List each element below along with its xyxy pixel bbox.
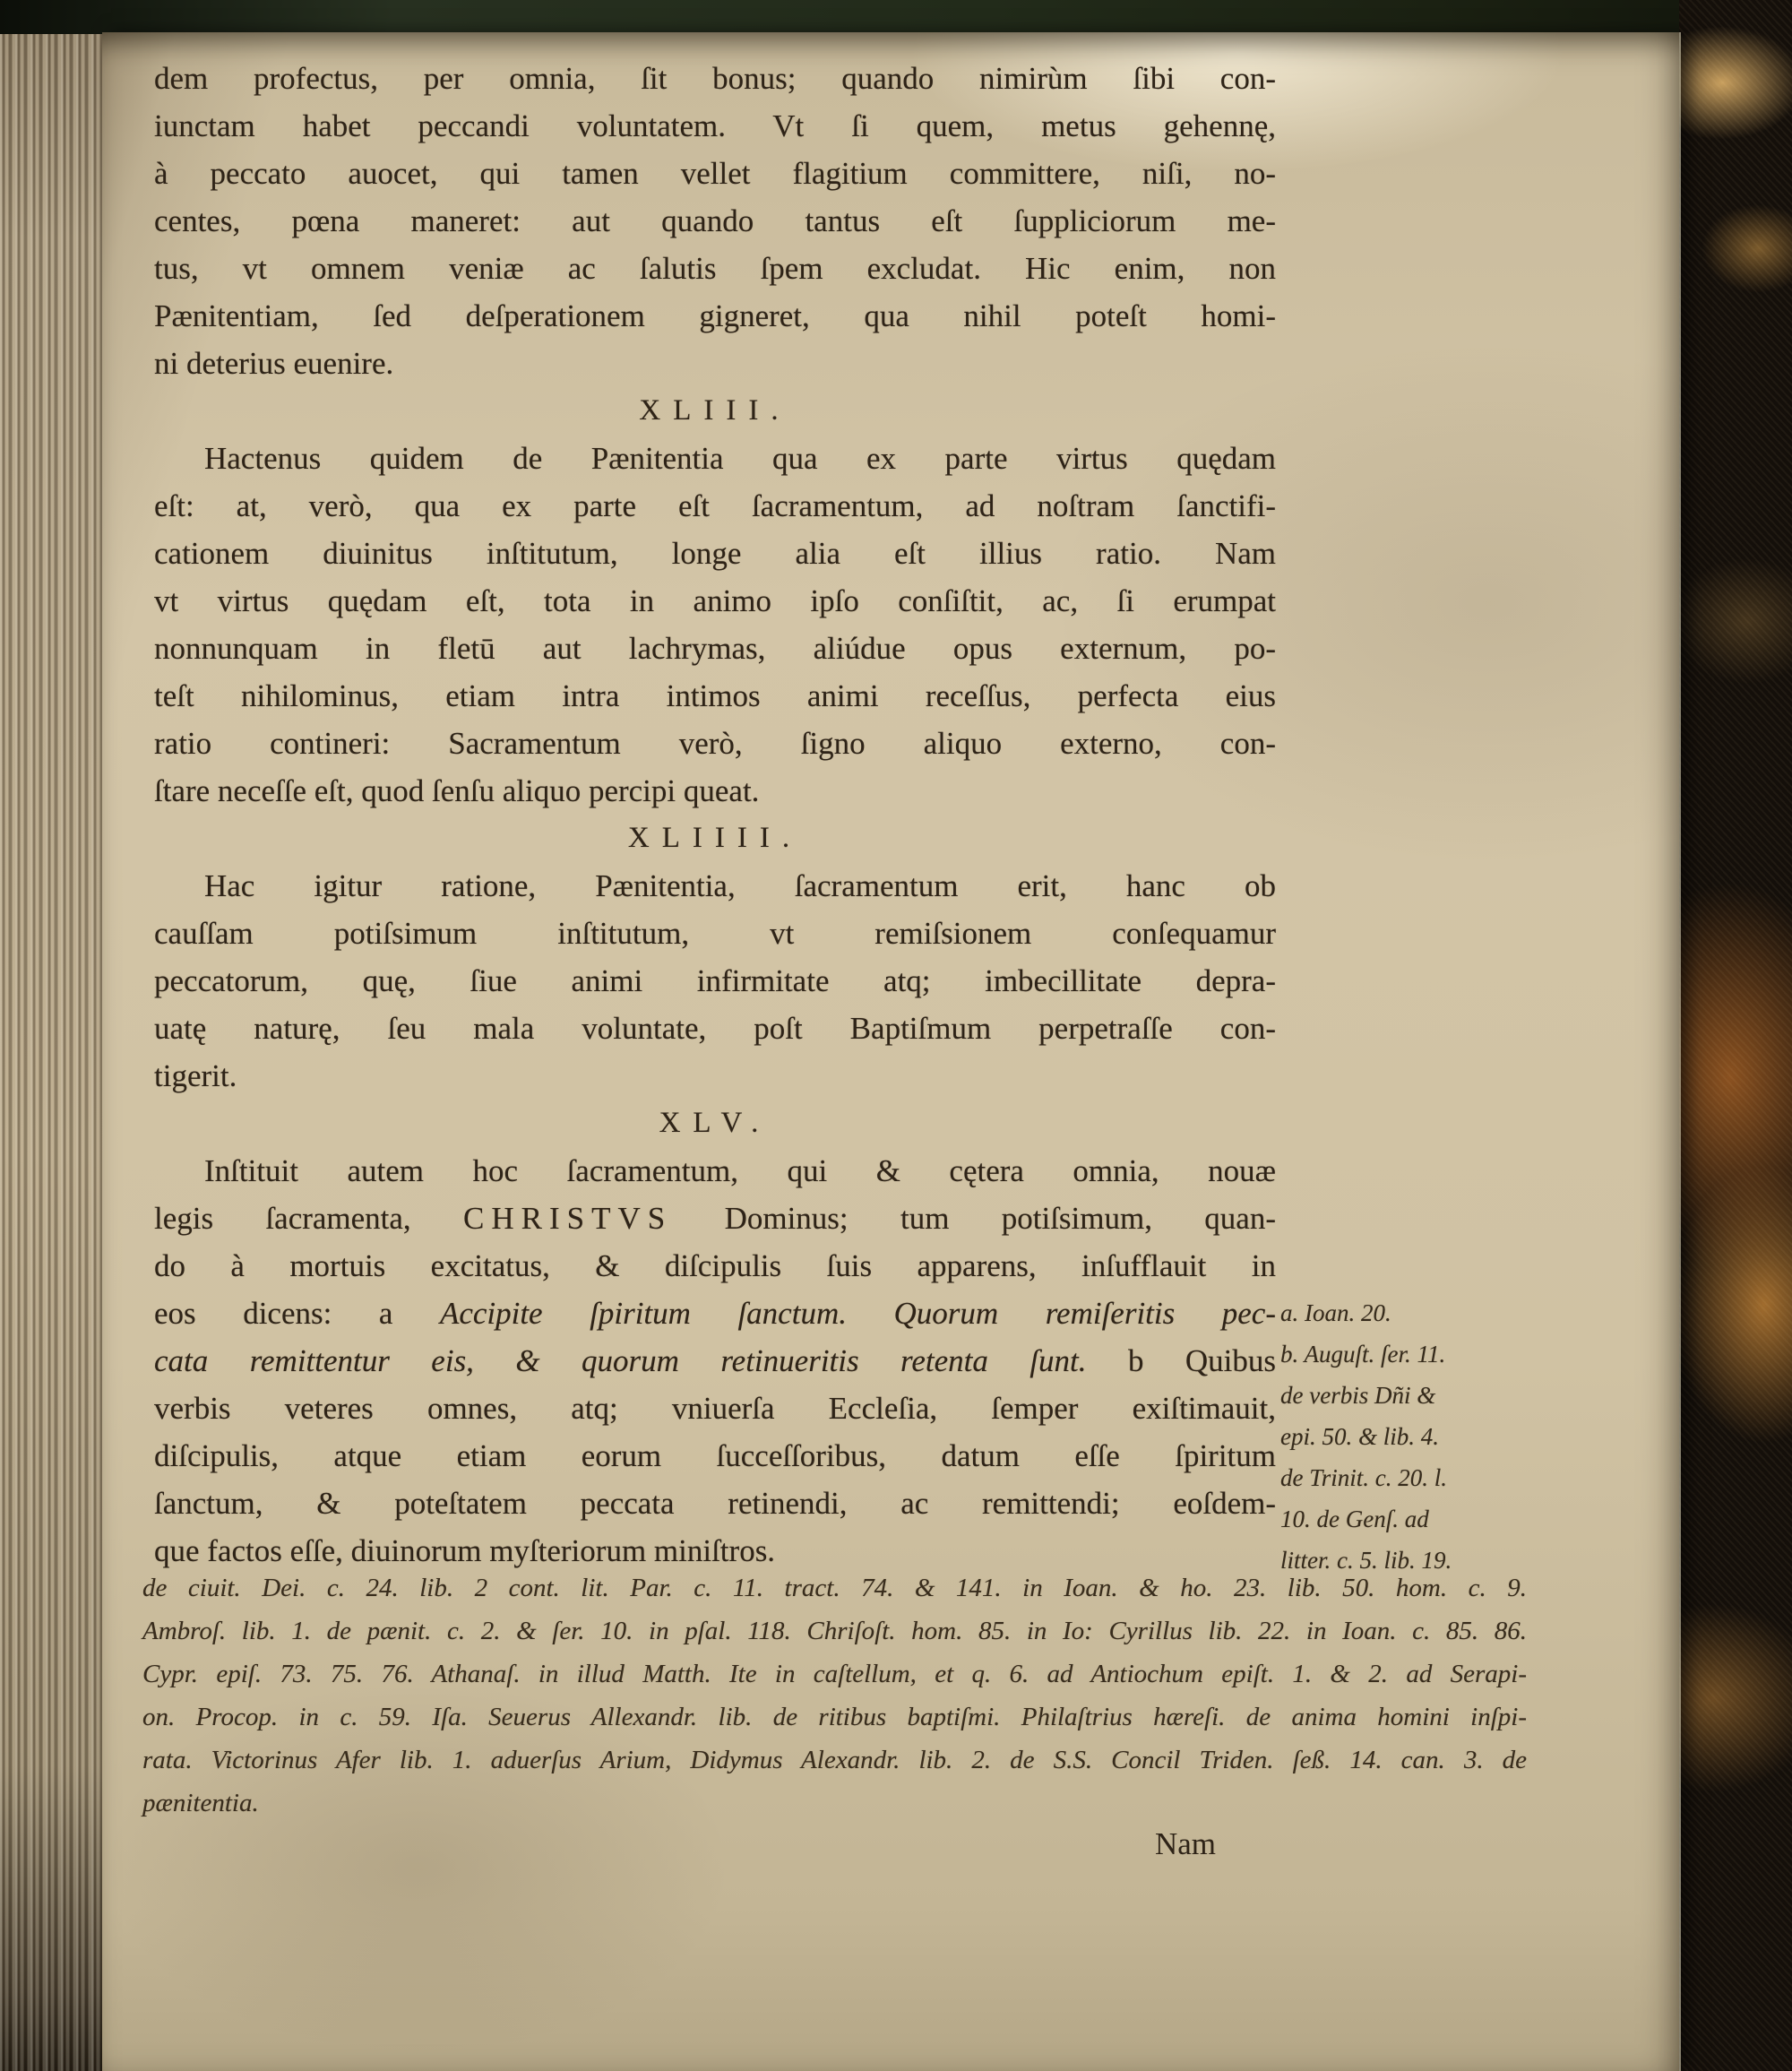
text-line bbox=[154, 530, 1276, 577]
footnote-line: de ciuit. Dei. c. 24. lib. 2 cont. lit. Par. c. 11. tract. 74. & 141. in Ioan. & ho. 23. lib. 50. hom. c. 9. bbox=[142, 1574, 1527, 1602]
footnote-line: on. Procop. in c. 59. Iſa. Seuerus Allexandr. lib. de ritibus baptiſmi. Philaſtrius hæreſi. de anima homini inſpi- bbox=[142, 1703, 1527, 1731]
text-segment: CHRISTVS bbox=[463, 1201, 673, 1236]
text-line bbox=[154, 672, 1276, 720]
paragraph bbox=[154, 435, 1276, 815]
text-segment: centes, pœna maneret: aut quando tantus eſt ſuppliciorum me- bbox=[154, 203, 1276, 238]
text-line bbox=[154, 1290, 1276, 1337]
text-line bbox=[154, 625, 1276, 672]
text-line bbox=[154, 1337, 1276, 1385]
text-line bbox=[154, 102, 1276, 150]
text-line bbox=[154, 862, 1276, 910]
paragraph bbox=[154, 862, 1276, 1100]
section-heading: XLIII. bbox=[639, 394, 791, 427]
margin-note: b. Auguſt. ſer. 11. bbox=[1280, 1341, 1446, 1368]
footnote-line: pænitentia. bbox=[142, 1789, 259, 1817]
text-segment: que factos eſſe, diuinorum myſteriorum miniſtros. bbox=[154, 1533, 776, 1568]
text-line bbox=[154, 55, 1276, 102]
text-segment: eſt: at, verò, qua ex parte eſt ſacramentum, ad noſtram ſanctifi- bbox=[154, 488, 1276, 523]
scripture-quote: cata remittentur eis, & quorum retinueritis retenta ſunt. bbox=[154, 1343, 1087, 1378]
text-segment: ſanctum, & poteſtatem peccata retinendi, ac remittendi; eoſdem- bbox=[154, 1486, 1276, 1521]
text-segment: tigerit. bbox=[154, 1058, 237, 1093]
text-line bbox=[154, 1480, 1276, 1527]
page-paper bbox=[102, 32, 1679, 2071]
text-segment: cauſſam potiſsimum inſtitutum, vt remiſsionem conſequamur bbox=[154, 916, 1276, 951]
marbled-cover bbox=[1679, 0, 1792, 2071]
text-segment: ſtare neceſſe eſt, quod ſenſu aliquo percipi queat. bbox=[154, 773, 760, 808]
footnote-line: Cypr. epiſ. 73. 75. 76. Athanaſ. in illud Matth. Ite in caſtellum, et q. 6. ad Antiochum epiſt. 1. & 2. ad Serapi- bbox=[142, 1660, 1527, 1688]
margin-note: a. Ioan. 20. bbox=[1280, 1299, 1391, 1326]
section-heading: XLV. bbox=[659, 1107, 771, 1139]
text-line bbox=[154, 340, 1276, 387]
paragraph bbox=[154, 55, 1276, 387]
text-segment: cationem diuinitus inſtitutum, longe alia eſt illius ratio. Nam bbox=[154, 536, 1276, 571]
text-line bbox=[154, 1005, 1276, 1052]
text-line bbox=[154, 720, 1276, 767]
text-line bbox=[154, 150, 1276, 197]
text-segment: vt virtus quędam eſt, tota in animo ipſo conſiſtit, ac, ſi erumpat bbox=[154, 583, 1276, 618]
text-segment: Dominus; tum potiſsimum, quan- bbox=[672, 1201, 1276, 1236]
footnote-line: rata. Victorinus Afer lib. 1. aduerſus Arium, Didymus Alexandr. lib. 2. de S.S. Concil Triden. ſeß. 14. can. 3. de bbox=[142, 1746, 1527, 1774]
margin-note: 10. de Genſ. ad bbox=[1280, 1506, 1429, 1532]
text-line bbox=[154, 482, 1276, 530]
text-line bbox=[154, 1432, 1276, 1480]
text-segment: Hactenus quidem de Pænitentia qua ex parte virtus quędam bbox=[204, 441, 1276, 476]
text-segment: nonnunquam in fletū aut lachrymas, aliúdue opus externum, po- bbox=[154, 631, 1276, 666]
text-segment: dem profectus, per omnia, ſit bonus; quando nimirùm ſibi con- bbox=[154, 61, 1276, 96]
margin-note: litter. c. 5. lib. 19. bbox=[1280, 1547, 1452, 1574]
text-segment: ni deterius euenire. bbox=[154, 346, 394, 381]
text-line bbox=[154, 197, 1276, 245]
text-line bbox=[154, 1052, 1276, 1100]
text-line bbox=[154, 245, 1276, 292]
text-segment: b Quibus bbox=[1086, 1343, 1277, 1378]
text-segment: verbis veteres omnes, atq; vniuerſa Eccleſia, ſemper exiſtimauit, bbox=[154, 1391, 1276, 1426]
text-segment: uatę naturę, ſeu mala voluntate, poſt Baptiſmum perpetraſſe con- bbox=[154, 1011, 1276, 1046]
text-segment: ratio contineri: Sacramentum verò, ſigno aliquo externo, con- bbox=[154, 726, 1276, 761]
text-segment: diſcipulis, atque etiam eorum ſucceſſoribus, datum eſſe ſpiritum bbox=[154, 1438, 1276, 1473]
margin-note: epi. 50. & lib. 4. bbox=[1280, 1423, 1439, 1450]
margin-note: de verbis Dñi & bbox=[1280, 1382, 1436, 1409]
text-segment: Pænitentiam, ſed deſperationem gigneret, qua nihil poteſt homi- bbox=[154, 298, 1276, 333]
text-line bbox=[154, 577, 1276, 625]
text-segment: à peccato auocet, qui tamen vellet flagitium committere, niſi, no- bbox=[154, 156, 1276, 191]
text-segment: tus, vt omnem veniæ ac ſalutis ſpem excludat. Hic enim, non bbox=[154, 251, 1276, 286]
page-fore-edges bbox=[0, 34, 102, 2071]
text-segment: iunctam habet peccandi voluntatem. Vt ſi quem, metus gehennę, bbox=[154, 108, 1276, 143]
scripture-quote: Accipite ſpiritum ſanctum. Quorum remiſeritis pec- bbox=[439, 1296, 1276, 1331]
text-segment: do à mortuis excitatus, & diſcipulis ſuis apparens, inſufflauit in bbox=[154, 1248, 1276, 1283]
footnote-line: Ambroſ. lib. 1. de pænit. c. 2. & ſer. 10. in pſal. 118. Chriſoſt. hom. 85. in Io: Cyrillus lib. 22. in Ioan. c. 85. 86. bbox=[142, 1617, 1527, 1645]
text-line bbox=[154, 910, 1276, 957]
text-segment: legis ſacramenta, bbox=[154, 1201, 464, 1236]
text-line bbox=[154, 1242, 1276, 1290]
paragraph bbox=[154, 1147, 1276, 1575]
margin-note: de Trinit. c. 20. l. bbox=[1280, 1464, 1448, 1491]
catchword: Nam bbox=[1155, 1826, 1217, 1861]
binding-top-shadow bbox=[0, 0, 1792, 36]
text-line bbox=[154, 1147, 1276, 1195]
text-segment: teſt nihilominus, etiam intra intimos animi receſſus, perfecta eius bbox=[154, 678, 1276, 713]
main-text-column bbox=[154, 55, 1276, 1575]
text-line bbox=[154, 1385, 1276, 1432]
text-segment: Inſtituit autem hoc ſacramentum, qui & cętera omnia, nouæ bbox=[204, 1153, 1276, 1188]
text-line bbox=[154, 435, 1276, 482]
text-segment: eos dicens: a bbox=[154, 1296, 440, 1331]
margin-notes bbox=[1280, 1292, 1554, 1581]
text-line bbox=[154, 1195, 1276, 1242]
text-line bbox=[154, 957, 1276, 1005]
footnote-block bbox=[142, 1566, 1527, 1825]
text-line bbox=[154, 292, 1276, 340]
text-line bbox=[154, 767, 1276, 815]
section-heading: XLIIII. bbox=[627, 822, 803, 854]
text-segment: Hac igitur ratione, Pænitentia, ſacramentum erit, hanc ob bbox=[204, 868, 1276, 903]
text-segment: peccatorum, quę, ſiue animi infirmitate atq; imbecillitate depra- bbox=[154, 963, 1276, 998]
